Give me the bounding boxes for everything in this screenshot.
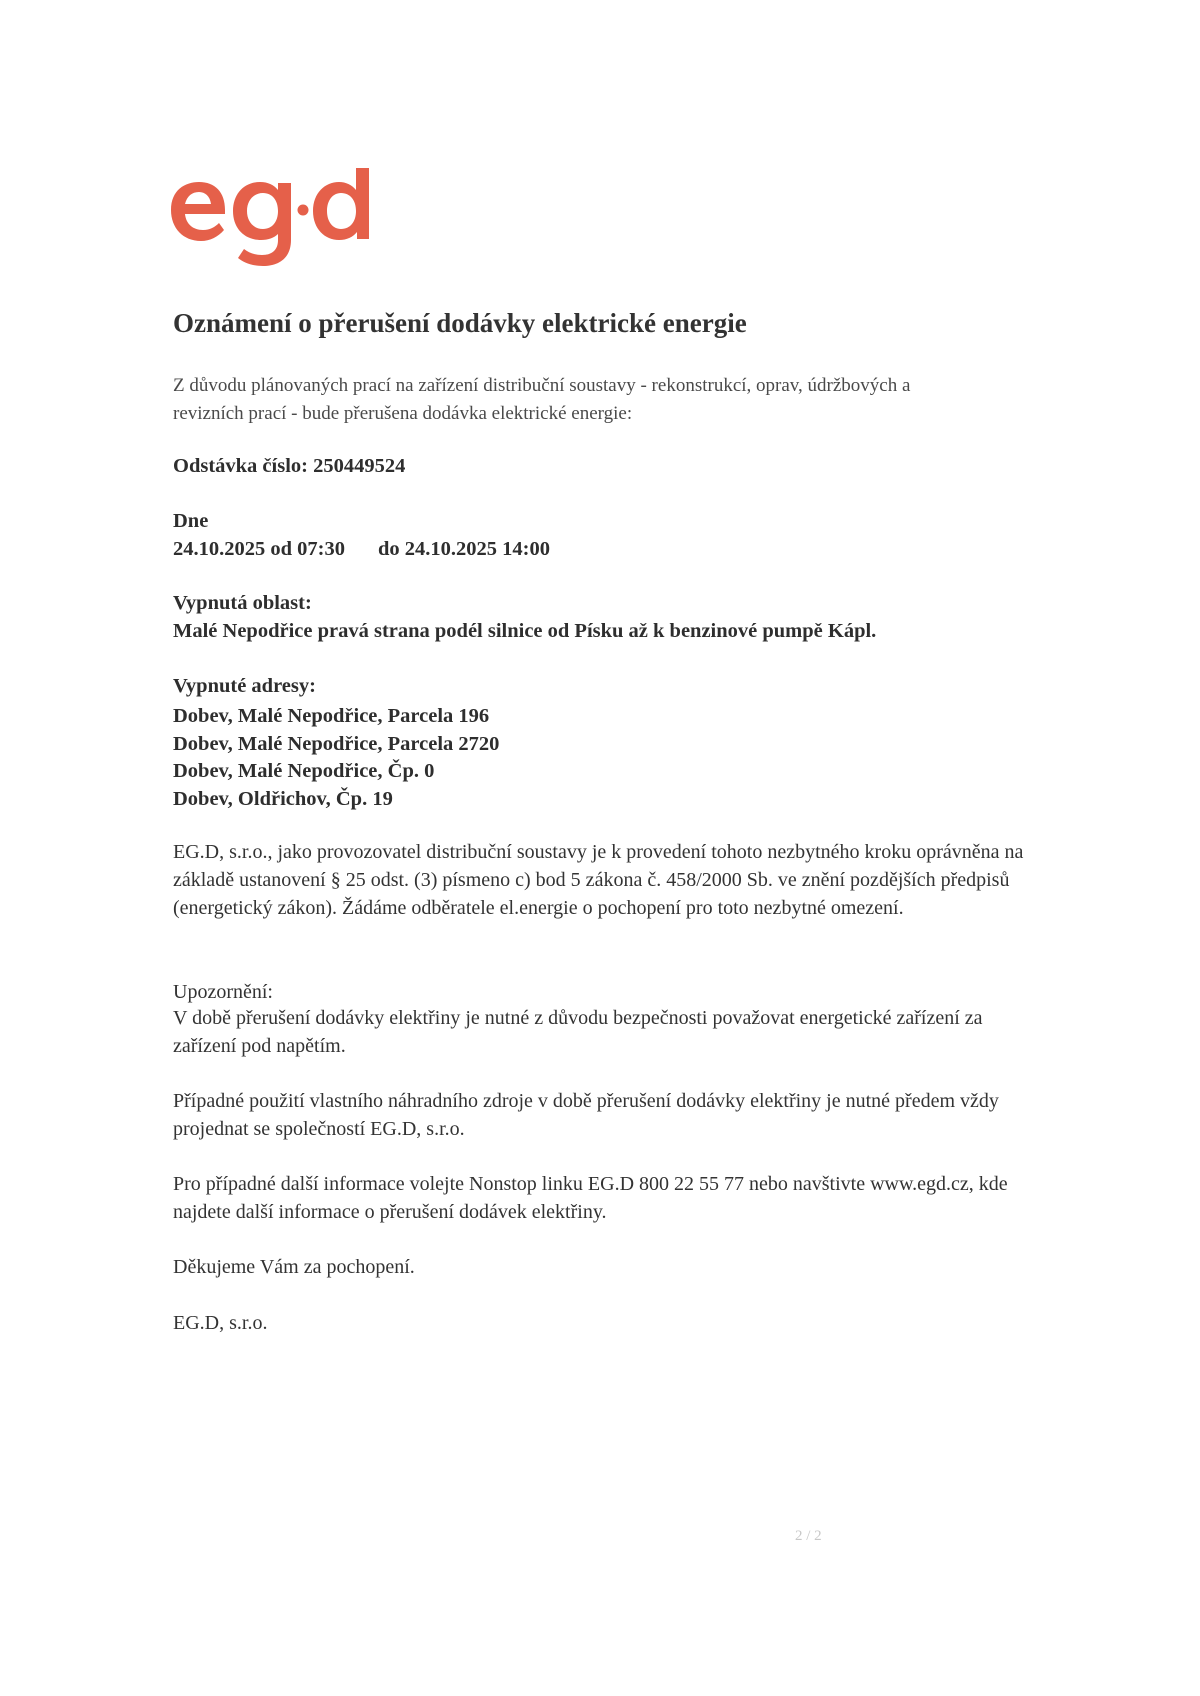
- thanks-line: Děkujeme Vám za pochopení.: [173, 1256, 415, 1278]
- warning-label: Upozornění:: [173, 981, 273, 1003]
- egd-logo: [163, 168, 373, 268]
- address-item: Dobev, Oldřichov, Čp. 19: [173, 787, 393, 810]
- legal-paragraph: EG.D, s.r.o., jako provozovatel distribuční soustavy je k provedení tohoto nezbytného kroku oprávněna na základě ustanovení § 25 odst. (3) písmeno c) bod 5 zákona č. 458/2000 Sb. ve znění pozdějších předpisů (energetický zákon). Žádáme odběratele el.energie o pochopení pro toto nezbytné omezení.: [173, 841, 1024, 919]
- area-value: Malé Nepodřice pravá strana podél silnice od Písku až k benzinové pumpě Kápl.: [173, 620, 877, 642]
- addresses-label: Vypnuté adresy:: [173, 675, 316, 697]
- contact-info-paragraph: Pro případné další informace volejte Nonstop linku EG.D 800 22 55 77 nebo navštivte www.egd.cz, kde najdete další informace o přerušení dodávek elektřiny.: [173, 1173, 1008, 1223]
- intro-paragraph: Z důvodu plánovaných prací na zařízení distribuční soustavy - rekonstrukcí, oprav, údržbových a revizních prací - bude přerušena dodávka elektrické energie:: [173, 375, 911, 424]
- date-range: [173, 538, 550, 561]
- page-number: 2 / 2: [795, 1528, 822, 1544]
- address-item: Dobev, Malé Nepodřice, Čp. 0: [173, 760, 435, 782]
- area-label: Vypnutá oblast:: [173, 592, 312, 614]
- signature: EG.D, s.r.o.: [173, 1312, 268, 1334]
- backup-source-paragraph: Případné použití vlastního náhradního zdroje v době přerušení dodávky elektřiny je nutné předem vždy projednat se společností EG.D, s.r.o.: [173, 1090, 999, 1140]
- date-to: do 24.10.2025 14:00: [377, 538, 550, 560]
- address-list: [173, 703, 499, 813]
- date-label: Dne: [173, 510, 209, 532]
- outage-number: Odstávka číslo: 250449524: [173, 455, 406, 477]
- notice-title: Oznámení o přerušení dodávky elektrické energie: [173, 308, 747, 338]
- date-from: 24.10.2025 od 07:30: [173, 538, 345, 560]
- warning-paragraph: V době přerušení dodávky elektřiny je nutné z důvodu bezpečnosti považovat energetické zařízení za zařízení pod napětím.: [173, 1007, 983, 1057]
- address-item: Dobev, Malé Nepodřice, Parcela 196: [173, 705, 490, 727]
- address-item: Dobev, Malé Nepodřice, Parcela 2720: [173, 732, 500, 755]
